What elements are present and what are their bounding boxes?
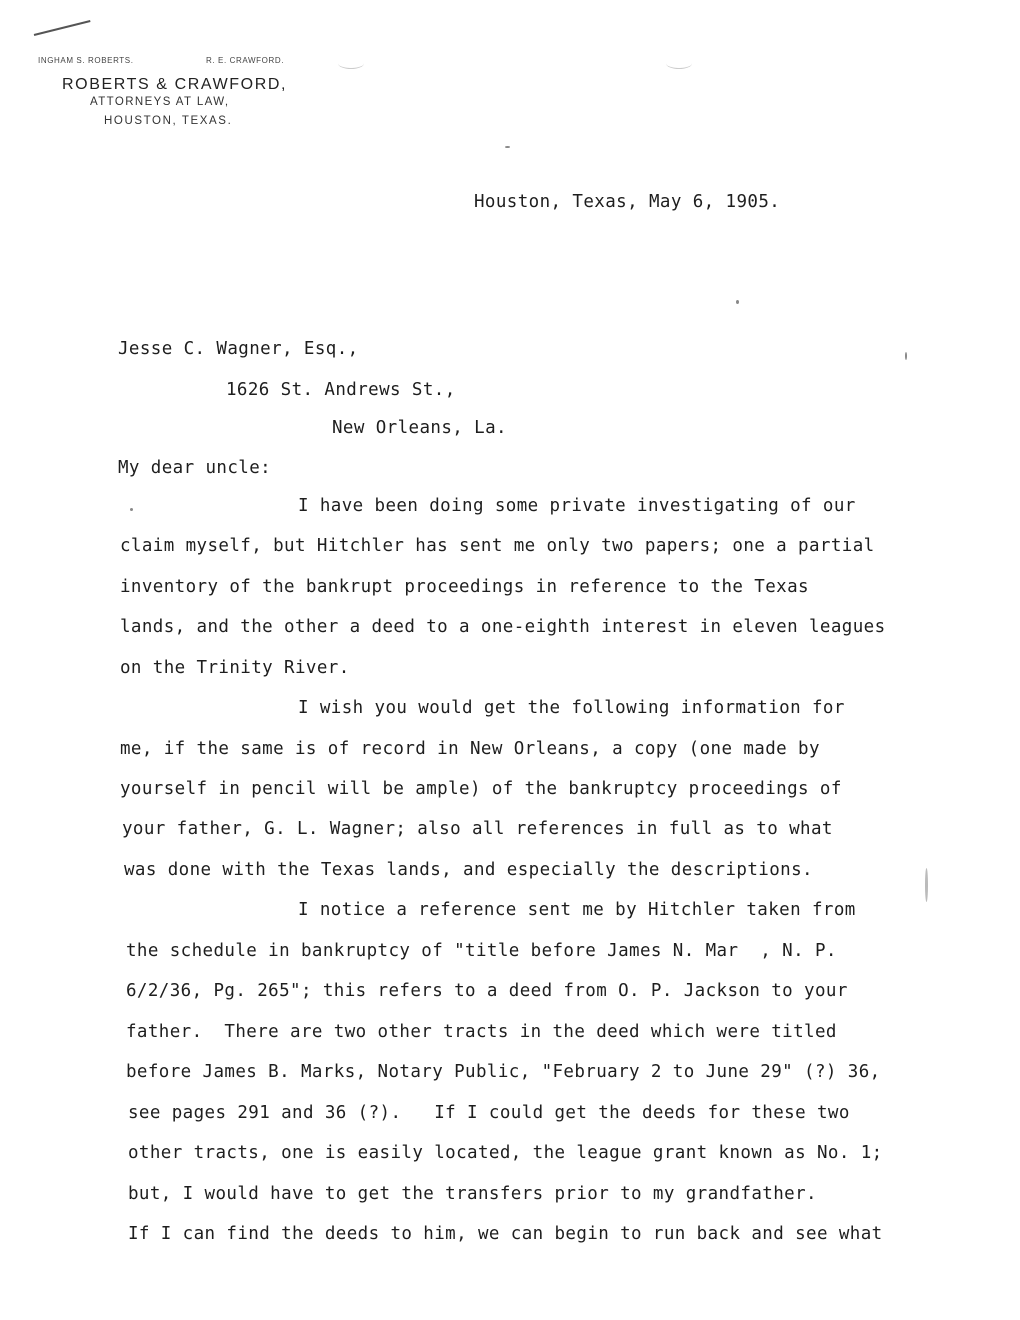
punch-mark (666, 58, 692, 69)
recipient-name: Jesse C. Wagner, Esq., (118, 339, 359, 359)
scan-speck (925, 868, 928, 902)
scan-speck (130, 508, 133, 511)
partner-right: R. E. CRAWFORD. (206, 56, 285, 65)
body-line: I notice a reference sent me by Hitchler taken from (298, 900, 856, 920)
body-line: I wish you would get the following information for (298, 698, 845, 718)
scan-speck (505, 146, 510, 148)
punch-mark (338, 58, 364, 69)
body-line: the schedule in bankruptcy of "title before James N. Mar , N. P. (126, 941, 837, 961)
body-line: before James B. Marks, Notary Public, "February 2 to June 29" (?) 36, (126, 1062, 881, 1082)
firm-subtitle: ATTORNEYS AT LAW, (90, 96, 230, 108)
body-line: 6/2/36, Pg. 265"; this refers to a deed from O. P. Jackson to your (126, 981, 848, 1001)
body-line: but, I would have to get the transfers prior to my grandfather. (128, 1184, 817, 1204)
pen-stroke (34, 20, 91, 36)
date-line: Houston, Texas, May 6, 1905. (474, 192, 781, 212)
partner-left: INGHAM S. ROBERTS. (38, 56, 134, 65)
firm-name: ROBERTS & CRAWFORD, (62, 76, 288, 93)
recipient-street: 1626 St. Andrews St., (226, 380, 456, 400)
body-line: other tracts, one is easily located, the league grant known as No. 1; (128, 1143, 883, 1163)
body-line: your father, G. L. Wagner; also all references in full as to what (122, 819, 833, 839)
body-line: see pages 291 and 36 (?). If I could get the deeds for these two (128, 1103, 850, 1123)
body-line: inventory of the bankrupt proceedings in reference to the Texas (120, 577, 809, 597)
body-line: yourself in pencil will be ample) of the bankruptcy proceedings of (120, 779, 842, 799)
body-line: If I can find the deeds to him, we can begin to run back and see what (128, 1224, 883, 1244)
scan-speck (736, 300, 739, 304)
body-line: was done with the Texas lands, and especially the descriptions. (124, 860, 813, 880)
letterhead-partners (38, 56, 308, 70)
body-line: me, if the same is of record in New Orleans, a copy (one made by (120, 739, 820, 759)
body-line: lands, and the other a deed to a one-eighth interest in eleven leagues (120, 617, 886, 637)
body-line: claim myself, but Hitchler has sent me only two papers; one a partial (120, 536, 875, 556)
scan-speck (905, 352, 907, 360)
firm-city: HOUSTON, TEXAS. (104, 115, 233, 127)
recipient-city: New Orleans, La. (332, 418, 507, 438)
body-line: on the Trinity River. (120, 658, 350, 678)
salutation: My dear uncle: (118, 458, 272, 478)
body-line: father. There are two other tracts in the deed which were titled (126, 1022, 837, 1042)
body-line: I have been doing some private investigating of our (298, 496, 856, 516)
